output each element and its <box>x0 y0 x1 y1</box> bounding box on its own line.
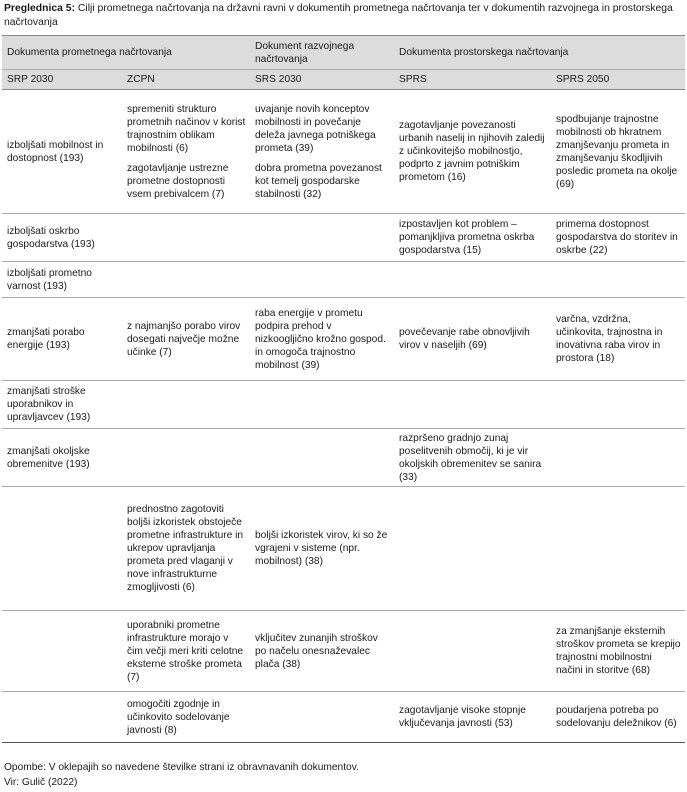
note-remarks: Opombe: V oklepajih so navedene številke strani iz obravnavanih dokumentov. <box>4 762 359 773</box>
cell-srs-2030 <box>250 381 394 429</box>
table-row <box>2 692 685 743</box>
cell-srp-2030 <box>2 381 122 429</box>
cell-zcpn <box>122 692 250 743</box>
cell-zcpn <box>122 298 250 381</box>
column-header-sprs: SPRS <box>394 70 551 90</box>
cell-text: zmanjšati okoljske obremenitve (193) <box>7 445 90 470</box>
cell-sprs <box>394 214 551 262</box>
caption-text: Cilji prometnega načrtovanja na državni ravni v dokumentih prometnega načrtovanja ter v dokumentih razvojnega in prostorskega načrtovanja <box>4 3 673 28</box>
cell-text: izpostavljen kot problem – pomanjkljiva prometna oskrba gospodarstva (15) <box>399 219 535 256</box>
cell-srs-2030 <box>250 429 394 487</box>
cell-sprs-2050 <box>551 381 685 429</box>
cell-srs-2030 <box>250 262 394 298</box>
cell-sprs-2050 <box>551 214 685 262</box>
cell-text: vključitev zunanjih stroškov po načelu onesnaževalec plača (38) <box>255 632 378 670</box>
caption-label: Preglednica 5: <box>4 3 76 14</box>
cell-zcpn <box>122 487 250 611</box>
cell-sprs-2050 <box>551 692 685 743</box>
header-group-spatial: Dokumenta prostorskega načrtovanja <box>394 36 685 70</box>
table-notes <box>4 760 683 790</box>
cell-text: boljši izkoristek virov, ki so že vgrajeni v sisteme (npr. mobilnost) (38) <box>255 530 388 567</box>
header-group-row <box>2 36 685 70</box>
cell-srp-2030 <box>2 692 122 743</box>
cell-zcpn <box>122 381 250 429</box>
cell-sprs-2050 <box>551 487 685 611</box>
cell-srs-2030 <box>250 611 394 692</box>
cell-text: zmanjšati porabo energije (193) <box>7 327 85 351</box>
header-column-row <box>2 70 685 90</box>
cell-text: uporabniki prometne infrastrukture morajo v čim večji meri kriti celotne eksterne stroške prometa (7) <box>127 619 244 683</box>
cell-sprs <box>394 90 551 214</box>
table-row <box>2 262 685 298</box>
cell-srp-2030 <box>2 487 122 611</box>
cell-sprs <box>394 487 551 611</box>
cell-zcpn <box>122 90 250 214</box>
cell-text: z najmanjšo porabo virov dosegati največje možne učinke (7) <box>127 320 241 358</box>
cell-srp-2030 <box>2 298 122 381</box>
cell-sprs-2050 <box>551 611 685 692</box>
cell-text: zagotavljanje povezanosti urbanih naselij in njihovih zaledij z učinkovitejšo mobilnostjo, podprto z javnim potniškim prometom (16) <box>399 120 545 183</box>
cell-srs-2030 <box>250 487 394 611</box>
cell-srp-2030 <box>2 611 122 692</box>
table-caption <box>4 2 683 30</box>
cell-sprs <box>394 692 551 743</box>
cell-srp-2030 <box>2 262 122 298</box>
cell-text: spremeniti strukturo prometnih načinov v korist trajnostnim oblikam mobilnosti (6) <box>127 103 246 154</box>
table-row <box>2 298 685 381</box>
cell-sprs <box>394 262 551 298</box>
cell-sprs <box>394 429 551 487</box>
cell-text: dobra prometna povezanost kot temelj gospodarske stabilnosti (32) <box>255 162 382 200</box>
header-group-development: Dokument razvojnega načrtovanja <box>250 36 394 70</box>
cell-zcpn <box>122 262 250 298</box>
cell-sprs <box>394 381 551 429</box>
table-row <box>2 214 685 262</box>
cell-sprs <box>394 611 551 692</box>
cell-zcpn <box>122 214 250 262</box>
cell-text: omogočiti zgodnje in učinkovito sodelovanje javnosti (8) <box>127 698 230 736</box>
table-row <box>2 487 685 611</box>
table-row <box>2 429 685 487</box>
cell-text: za zmanjšanje eksternih stroškov prometa se krepijo trajnostni mobilnostni načini in storitve (68) <box>556 626 681 676</box>
cell-text: zagotavljanje ustrezne prometne dostopnosti vsem prebivalcem (7) <box>127 162 229 200</box>
column-header-srp-2030: SRP 2030 <box>2 70 122 90</box>
cell-text: zmanjšati stroške uporabnikov in upravljavcev (193) <box>7 386 91 423</box>
column-header-zcpn: ZCPN <box>122 70 250 90</box>
cell-text: raba energije v prometu podpira prehod v nizkoogljično krožno gospod. in omogoča trajnostno mobilnost (39) <box>255 307 386 371</box>
cell-text: prednostno zagotoviti boljši izkoristek obstoječe prometne infrastrukture in ukrepov upravljanja prometa pred vlaganji v nove infrastrukturne zmogljivosti (6) <box>127 504 244 593</box>
table-row <box>2 90 685 214</box>
column-header-srs-2030: SRS 2030 <box>250 70 394 90</box>
cell-zcpn <box>122 611 250 692</box>
cell-text: spodbujanje trajnostne mobilnosti ob hkratnem zmanjševanju prometa in zmanjševanju škodljivih posledic prometa na okolje (69) <box>556 113 678 190</box>
cell-text: poudarjena potreba po sodelovanju deležnikov (6) <box>556 705 677 729</box>
note-source: Vir: Gulič (2022) <box>4 777 78 788</box>
cell-zcpn <box>122 429 250 487</box>
cell-srp-2030 <box>2 429 122 487</box>
cell-srs-2030 <box>250 298 394 381</box>
cell-sprs <box>394 298 551 381</box>
cell-text: izboljšati oskrbo gospodarstva (193) <box>7 225 95 250</box>
cell-text: zagotavljanje visoke stopnje vključevanja javnosti (53) <box>399 705 526 729</box>
cell-text: uvajanje novih konceptov mobilnosti in povečanje deleža javnega potniškega prometa (39) <box>255 103 376 154</box>
cell-sprs-2050 <box>551 298 685 381</box>
cell-sprs-2050 <box>551 429 685 487</box>
cell-srp-2030 <box>2 214 122 262</box>
cell-srp-2030 <box>2 90 122 214</box>
header-group-transport: Dokumenta prometnega načrtovanja <box>2 36 250 70</box>
cell-sprs-2050 <box>551 90 685 214</box>
table-row <box>2 381 685 429</box>
cell-text: izboljšati mobilnost in dostopnost (193) <box>7 139 104 164</box>
cell-srs-2030 <box>250 90 394 214</box>
cell-text: razpršeno gradnjo zunaj poselitvenih območij, ki je vir okoljskih obremenitev se sanira (33) <box>399 432 542 483</box>
cell-text: varčna, vzdržna, učinkovita, trajnostna in inovativna raba virov in prostora (18) <box>556 314 663 364</box>
cell-text: primerna dostopnost gospodarstva do storitev in oskrbe (22) <box>556 219 678 256</box>
cell-text: izboljšati prometno varnost (193) <box>7 267 92 292</box>
column-header-sprs-2050: SPRS 2050 <box>551 70 685 90</box>
table-row <box>2 611 685 692</box>
cell-text: povečevanje rabe obnovljivih virov v naseljih (69) <box>399 327 530 351</box>
goals-table <box>2 35 685 743</box>
cell-srs-2030 <box>250 692 394 743</box>
cell-srs-2030 <box>250 214 394 262</box>
cell-sprs-2050 <box>551 262 685 298</box>
